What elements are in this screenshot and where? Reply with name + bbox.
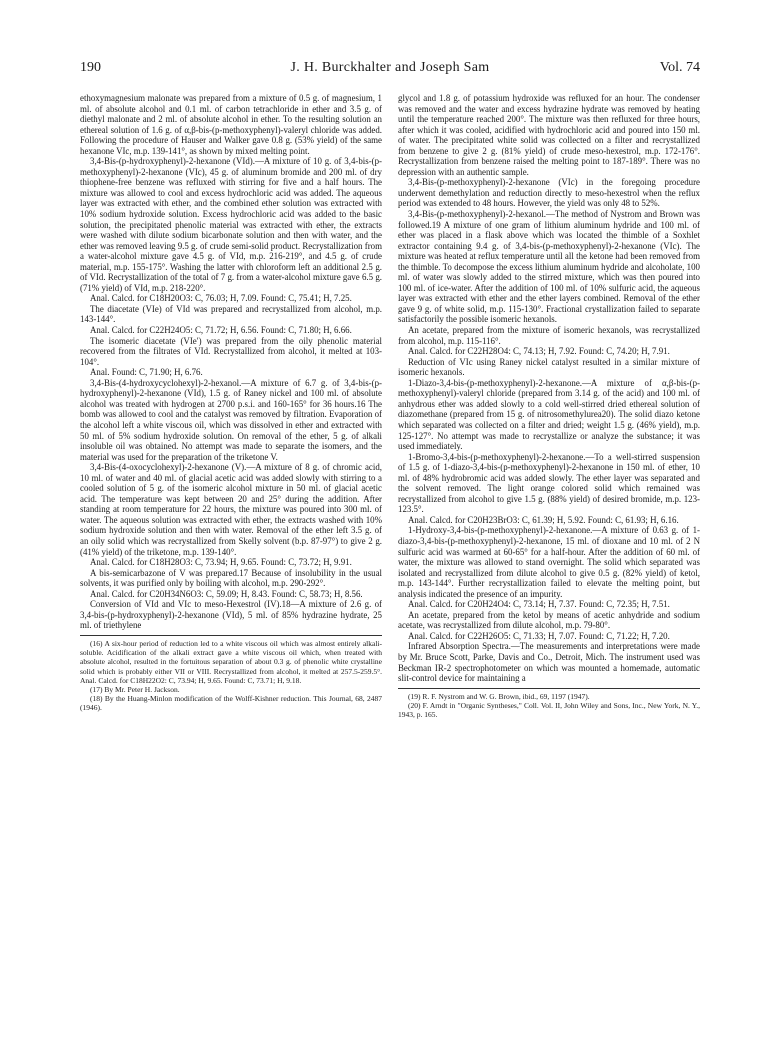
volume-label: Vol. 74 bbox=[659, 60, 700, 75]
paragraph: Anal. Calcd. for C22H24O5: C, 71.72; H, 6.56. Found: C, 71.80; H, 6.66. bbox=[90, 325, 352, 336]
paragraph: glycol and 1.8 g. of potassium hydroxide was refluxed for an hour. The condenser was removed and the water and excess hydrazine hydrate was removed by heating until the temperature reached 200°. The mixture was then refluxed for three hours, after which it was cooled, acidified with hydrochloric acid and poured into 150 ml. of water. The precipitated white solid was collected on a filter and recrystallized from benzene to give 2 g. (81% yield) of crude meso-hexestrol, m.p. 172-176°. Recrystallization from benzene raised the melting point to 187-189°. There was no depression with an authentic sample. bbox=[398, 93, 700, 177]
paragraph: Anal. Calcd. for C20H34N6O3: C, 59.09; H, 8.43. Found: C, 58.73; H, 8.56. bbox=[90, 588, 363, 599]
page-number: 190 bbox=[80, 60, 101, 75]
running-head: J. H. Burckhalter and Joseph Sam bbox=[290, 60, 490, 75]
paragraph: Anal. Calcd. for C18H28O3: C, 73.94; H, 9.65. Found: C, 73.72; H, 9.91. bbox=[90, 557, 352, 568]
paragraph: 1-Diazo-3,4-bis-(p-methoxyphenyl)-2-hexanone.—A mixture of α,β-bis-(p-methoxyphenyl)-valeryl chloride (prepared from 3.14 g. of the acid) and 100 ml. of anhydrous ether was added slowly to a cold well-stirred dried ethereal solution of diazomethane (prepared from 15 g. of nitrosomethylurea20). The solid diazo ketone which separated was collected on a filter and dried; weight 1.5 g. (46% yield), m.p. 125-127°. No attempt was made to recrystallize or analyze the substance; it was used immediately. bbox=[398, 377, 700, 452]
paragraph: Anal. Calcd. for C22H28O4: C, 74.13; H, 7.92. Found: C, 74.20; H, 7.91. bbox=[408, 346, 670, 357]
paragraph: Anal. Calcd. for C20H24O4: C, 73.14; H, 7.37. Found: C, 72.35; H, 7.51. bbox=[408, 599, 670, 610]
paragraph: 1-Bromo-3,4-bis-(p-methoxyphenyl)-2-hexanone.—To a well-stirred suspension of 1.5 g. of 1-diazo-3,4-bis-(p-methoxyphenyl)-2-hexanone in 150 ml. of ether, 10 ml. of 48% hydrobromic acid was added slowly. The ether layer was separated and the solvent removed. The light orange colored solid which remained was recrystallized from alcohol to give 1.5 g. (88% yield) of desired bromide, m.p. 123-123.5°. bbox=[398, 451, 700, 515]
footnote-divider bbox=[398, 688, 700, 689]
paragraph: Anal. Calcd. for C22H26O5: C, 71.33; H, 7.07. Found: C, 71.22; H, 7.20. bbox=[408, 630, 670, 641]
paragraph: 1-Hydroxy-3,4-bis-(p-methoxyphenyl)-2-hexanone.—A mixture of 0.63 g. of 1-diazo-3,4-bis-(p-methoxyphenyl)-2-hexanone, 15 ml. of dioxane and 10 ml. of 2 N sulfuric acid was warmed at 60-65° for a half-hour. After the addition of 60 ml. of water, the mixture was allowed to stand overnight. The solid which separated was isolated and recrystallized from dilute alcohol to give 0.5 g. (82% yield) of ketol, m.p. 143-144°. Further recrystallization failed to elevate the melting point, but analysis indicated the presence of an impurity. bbox=[398, 525, 700, 599]
paragraph: 3,4-Bis-(4-oxocyclohexyl)-2-hexanone (V).—A mixture of 8 g. of chromic acid, 10 ml. of water and 40 ml. of glacial acetic acid was added slowly with stirring to a cooled solution of 5 g. of the isomeric alcohol mixture in 50 ml. of glacial acetic acid. The temperature was kept between 20 and 25° during the addition. After standing at room temperature for 22 hours, the mixture was poured into 300 ml. of water. The aqueous solution was extracted with ether, the extracts washed with 10% sodium hydroxide solution and then with water. Removal of the ether left 3.5 g. of an oily solid which was recrystallized from Skelly solvent (b.p. 87-97°) to give 2 g. (41% yield) of the triketone, m.p. 139-140°. bbox=[80, 462, 382, 557]
paragraph: Infrared Absorption Spectra.—The measurements and interpretations were made by Mr. Bruce Scott, Parke, Davis and Co., Detroit, Mich. The instrument used was Beckman IR-2 spectrophotometer on which was mounted a homemade, automatic slit-control device for maintaining a bbox=[398, 641, 700, 684]
paragraph: Anal. Calcd. for C18H20O3: C, 76.03; H, 7.09. Found: C, 75.41; H, 7.25. bbox=[90, 293, 352, 304]
paragraph: Anal. Calcd. for C20H23BrO3: C, 61.39; H, 5.92. Found: C, 61.93; H, 6.16. bbox=[408, 514, 679, 525]
footnote: (19) R. F. Nystrom and W. G. Brown, ibid., 69, 1197 (1947). bbox=[408, 691, 590, 701]
paragraph: 3,4-Bis-(p-hydroxyphenyl)-2-hexanone (VId).—A mixture of 10 g. of 3,4-bis-(p-methoxyphenyl)-2-hexanone (VIc), 45 g. of aluminum bromide and 200 ml. of dry thiophene-free benzene was refluxed with stirring for five and a half hours. The mixture was allowed to cool and excess hydrochloric acid was added. The aqueous layer was extracted with ether, and the combined ether solution was extracted with 10% sodium hydroxide solution. Excess hydrochloric acid was added to the basic solution, the precipitated phenolic material was extracted with ether, the extracts were washed with dilute sodium bicarbonate solution and then with water, and the ether was removed leaving 9.5 g. of crude semi-solid product. Recrystallization from a water-alcohol mixture gave 4.5 g. of VId, m.p. 216-219°, and 4.5 g. of crude material, m.p. 155-175°. Washing the latter with chloroform left an additional 2.5 g. of VId. Recrystallization of the total of 7 g. from a water-alcohol mixture gave 6.5 g. (71% yield) of VId, m.p. 218-220°. bbox=[80, 156, 382, 293]
footnote: (17) By Mr. Peter H. Jackson. bbox=[90, 684, 180, 694]
paragraph: An acetate, prepared from the ketol by means of acetic anhydride and sodium acetate, was recrystallized from dilute alcohol, m.p. 79-80°. bbox=[398, 609, 700, 631]
footnote: (16) A six-hour period of reduction led to a white viscous oil which was almost entirely alkali-soluble. Acidification of the alkali extract gave a white viscous oil which, when treated with absolute alcohol, resulted in the fortuitous separation of about 0.3 g. of phenolic white crystalline solid which is probably either VII or VIII. Recrystallized from alcohol, it melted at 257.5-259.5°. Anal. Calcd. for C18H22O2: C, 73.94; H, 9.65. Found: C, 73.71; H, 9.18. bbox=[80, 638, 382, 685]
paragraph: Conversion of VId and VIc to meso-Hexestrol (IV).18—A mixture of 2.6 g. of 3,4-bis-(p-hydroxyphenyl)-2-hexanone (VId), 5 ml. of 85% hydrazine hydrate, 25 ml. of triethylene bbox=[80, 599, 382, 631]
paragraph: 3,4-Bis-(4-hydroxycyclohexyl)-2-hexanol.—A mixture of 6.7 g. of 3,4-bis-(p-hydroxyphenyl)-2-hexanone (VId), 1.5 g. of Raney nickel and 100 ml. of absolute alcohol was treated with hydrogen at 2700 p.s.i. and 160-165° for 36 hours.16 The bomb was allowed to cool and the catalyst was removed by filtration. Evaporation of the alcohol left a white viscous oil, which was dissolved in ether and extracted with 50 ml. of 5% sodium hydroxide solution. On removal of the ether, 5 g. of alkali insoluble oil was obtained. No attempt was made to separate the isomers, and the material was used for the preparation of the triketone V. bbox=[80, 377, 382, 462]
paragraph: 3,4-Bis-(p-methoxyphenyl)-2-hexanone (VIc) in the foregoing procedure underwent demethylation and reduction directly to meso-hexestrol when the reflux period was extended to 48 hours. However, the yield was only 48 to 52%. bbox=[398, 177, 700, 209]
paragraph: An acetate, prepared from the mixture of isomeric hexanols, was recrystallized from alcohol, m.p. 115-116°. bbox=[398, 325, 700, 346]
paragraph: A bis-semicarbazone of V was prepared.17 Because of insolubility in the usual solvents, it was purified only by boiling with alcohol, m.p. 290-292°. bbox=[80, 567, 382, 589]
right-column bbox=[398, 93, 700, 719]
running-header bbox=[80, 60, 700, 84]
footnote-divider bbox=[80, 635, 382, 636]
paragraph: Anal. Found: C, 71.90; H, 6.76. bbox=[90, 367, 203, 378]
paragraph: Reduction of VIc using Raney nickel catalyst resulted in a similar mixture of isomeric hexanols. bbox=[398, 356, 700, 378]
paragraph: The diacetate (VIe) of VId was prepared and recrystallized from alcohol, m.p. 143-144°. bbox=[80, 303, 382, 325]
left-column bbox=[80, 93, 382, 713]
paragraph: ethoxymagnesium malonate was prepared from a mixture of 0.5 g. of magnesium, 1 ml. of absolute alcohol and 0.1 ml. of carbon tetrachloride in ether and 3.5 g. of diethyl malonate and 2 ml. of absolute alcohol in ether. To the resulting solution an ethereal solution of 1.6 g. of α,β-bis-(p-methoxyphenyl)-valeryl chloride was added. Following the procedure of Hauser and Walker gave 0.8 g. (53% yield) of the same hexanone VIc, m.p. 139-141°, as shown by mixed melting point. bbox=[80, 93, 382, 156]
footnote: (18) By the Huang-Minlon modification of the Wolff-Kishner reduction. This Journal, 68, 2487 (1946). bbox=[80, 694, 382, 713]
paragraph: 3,4-Bis-(p-methoxyphenyl)-2-hexanol.—The method of Nystrom and Brown was followed.19 A mixture of one gram of lithium aluminum hydride and 100 ml. of ether was placed in a flask above which was located the thimble of a Soxhlet extractor containing 9.4 g. of 3,4-bis-(p-methoxyphenyl)-2-hexanone (VIc). The mixture was heated at reflux temperature until all the ketone had been removed from the thimble. To decompose the excess lithium aluminum hydride and alcoholate, 100 ml. of water was slowly added to the stirred mixture, which was then poured into 100 ml. of ice-water. After the addition of 100 ml. of 10% sulfuric acid, the aqueous layer was extracted with ether and the ether layers combined. Removal of the ether gave 9 g. of white solid, m.p. 115-130°. Fractional crystallization failed to separate satisfactorily the possible isomeric hexanols. bbox=[398, 209, 700, 325]
paragraph: The isomeric diacetate (VIe′) was prepared from the oily phenolic material recovered from the filtrates of VId. Recrystallized from alcohol, it melted at 103-104°. bbox=[80, 335, 382, 367]
footnote: (20) F. Arndt in "Organic Syntheses," Coll. Vol. II, John Wiley and Sons, Inc., New York, N. Y., 1943, p. 165. bbox=[398, 700, 700, 720]
